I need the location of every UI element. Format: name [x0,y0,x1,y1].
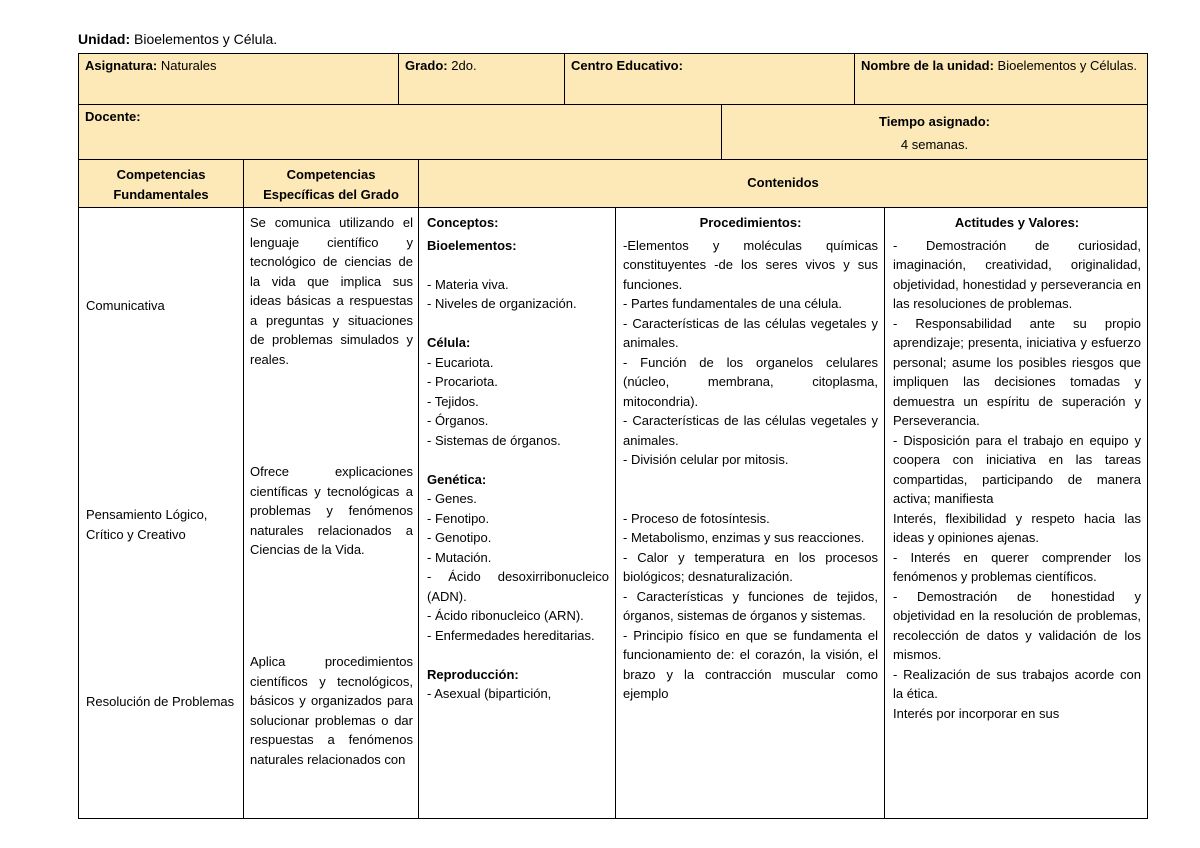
actitud-item: - Demostración de curiosidad, imaginación, creatividad, originalidad, objetividad, honestidad y perseverancia en las resoluciones de problemas. [893,237,1141,311]
concept-item: - Procariota. [427,374,498,389]
concept-item: - Fenotipo. [427,510,490,526]
tiempo-value: 4 semanas. [900,137,969,152]
tiempo-cell [721,104,1148,160]
concept-item: - Ácido desoxirribonucleico (ADN). [427,569,609,604]
concept-item: - Genes. [427,491,477,506]
comp-fund-pensamiento: Pensamiento Lógico, Crítico y Creativo [86,507,208,542]
asignatura-label: Asignatura: [85,58,158,73]
procedimiento-item: - Características y funciones de tejidos, órganos, sistemas de órganos y sistemas. [623,588,878,623]
nombre-unidad-label: Nombre de la unidad: [861,58,994,73]
procedimiento-item: - División celular por mitosis. [623,452,789,467]
competencias-fundamentales-cell [78,207,244,819]
centro-label: Centro Educativo: [571,58,683,73]
procedimientos-heading: Procedimientos: [699,215,802,230]
actitudes-heading: Actitudes y Valores: [954,215,1080,230]
asignatura-cell [78,53,399,105]
actitud-item: Interés, flexibilidad y respeto hacia las ideas y opiniones ajenas. [893,510,1141,545]
asignatura-value: Naturales [160,58,217,73]
actitud-item: Interés por incorporar en sus [893,705,1060,721]
reproduccion-heading: Reproducción: [427,666,519,682]
tiempo-label: Tiempo asignado: [879,114,990,129]
nombre-unidad-value: Bioelementos y Células. [997,58,1137,73]
comp-fund-comunicativa: Comunicativa [86,298,165,313]
procedimiento-item: - Características de las células vegetales y animales. [623,413,878,448]
centro-cell [564,53,855,105]
grado-value: 2do. [451,58,477,73]
header-competencias-fundamentales: Competencias Fundamentales [78,159,244,208]
comp-esp-3: Aplica procedimientos científicos y tecnológicos, básicos y organizados para solucionar problemas o dar respuestas a fenómenos naturales relacionados con [250,654,413,767]
header-contenidos: Contenidos [418,159,1148,208]
header-competencias-especificas: Competencias Específicas del Grado [243,159,419,208]
actitud-item: - Realización de sus trabajos acorde con la ética. [893,666,1141,701]
actitud-item: - Responsabilidad ante su propio aprendizaje; presenta, iniciativa y esfuerzo personal; asume los posibles riesgos que impliquen las decisiones tomadas y demuestra un espíritu de superación y Perseverancia. [893,315,1141,428]
procedimiento-item: - Partes fundamentales de una célula. [623,296,842,311]
actitudes-cell [884,207,1148,819]
concept-item: - Niveles de organización. [427,296,577,311]
unit-title [78,30,277,48]
concept-item: - Genotipo. [427,530,492,545]
bioelementos-heading: Bioelementos: [427,237,517,253]
unit-label: Unidad: [78,31,131,47]
comp-fund-resolucion: Resolución de Problemas [86,694,235,709]
genetica-heading: Genética: [427,471,487,487]
procedimiento-item: - Proceso de fotosíntesis. [623,510,770,526]
procedimiento-item: - Calor y temperatura en los procesos biológicos; desnaturalización. [623,549,878,584]
procedimiento-item: -Elementos y moléculas químicas constituyentes -de los seres vivos y sus funciones. [623,237,878,292]
concept-item: - Materia viva. [427,276,509,292]
concept-item: - Órganos. [427,413,489,428]
docente-cell [78,104,722,160]
concept-item: - Tejidos. [427,393,479,409]
grado-label: Grado: [405,58,448,73]
unit-value: Bioelementos y Célula. [134,31,278,47]
comp-esp-2: Ofrece explicaciones científicas y tecnológicas a problemas y fenómenos naturales relacionados a Ciencias de la Vida. [250,464,413,557]
nombre-unidad-cell [854,53,1148,105]
celula-heading: Célula: [427,335,471,350]
concept-item: - Ácido ribonucleico (ARN). [427,608,584,623]
procedimientos-cell [615,207,885,819]
comp-esp-1: Se comunica utilizando el lenguaje científico y tecnológico de ciencias de la vida que implica sus ideas básicas a respuestas a preguntas y situaciones de problemas simulados y reales. [250,215,413,367]
concept-item: - Asexual (bipartición, [427,686,552,701]
concept-item: - Eucariota. [427,354,494,370]
actitud-item: - Interés en querer comprender los fenómenos y problemas científicos. [893,549,1141,584]
concept-item: - Enfermedades hereditarias. [427,627,595,643]
conceptos-heading: Conceptos: [427,215,499,230]
actitud-item: - Demostración de honestidad y objetividad en la resolución de problemas, recolección de datos y validación de los mismos. [893,588,1141,662]
concept-item: - Sistemas de órganos. [427,432,561,448]
docente-label: Docente: [85,109,141,124]
concept-item: - Mutación. [427,549,492,565]
procedimiento-item: - Características de las células vegetales y animales. [623,315,878,350]
competencias-especificas-cell [243,207,419,819]
procedimiento-item: - Principio físico en que se fundamenta el funcionamiento de: el corazón, la visión, el brazo y la contracción muscular como ejemplo [623,627,878,701]
conceptos-cell [418,207,616,819]
procedimiento-item: - Función de los organelos celulares (núcleo, membrana, citoplasma, mitocondria). [623,354,878,409]
actitud-item: - Disposición para el trabajo en equipo y coopera con iniciativa en las tareas compartidas, participando de manera activa; manifiesta [893,432,1141,506]
procedimiento-item: - Metabolismo, enzimas y sus reacciones. [623,530,865,545]
grado-cell [398,53,565,105]
